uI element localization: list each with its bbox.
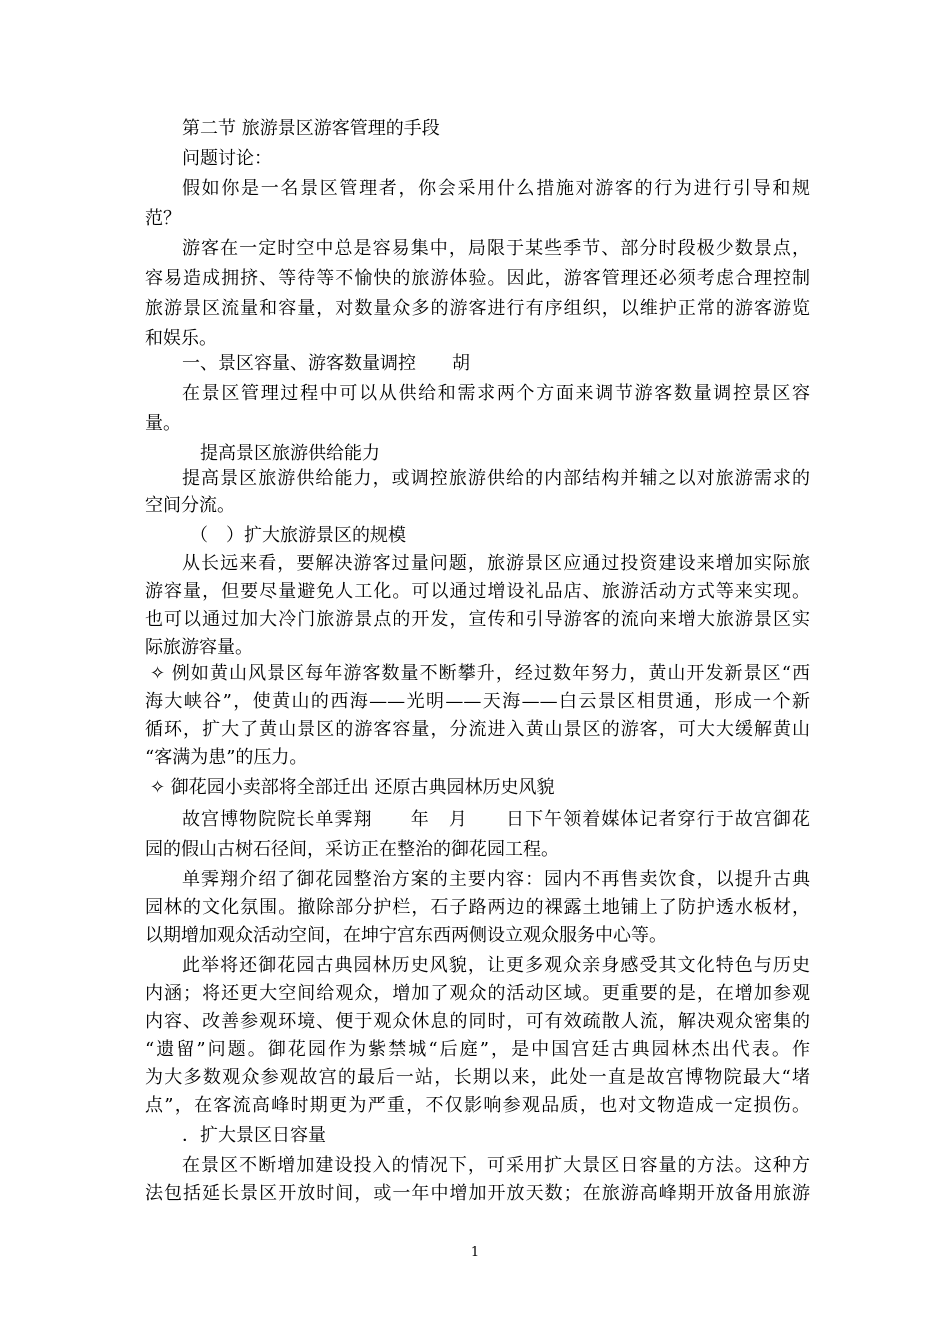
text-line: 旅游景区流量和容量，对数量众多的游客进行有序组织，以维护正常的游客游览 <box>145 298 810 319</box>
text-line: 以期增加观众活动空间，在坤宁宫东西两侧设立观众服务中心等。 <box>145 925 667 946</box>
bullet-item: ✧ 御花园小卖部将全部迁出 还原古典园林历史风貌 <box>150 777 555 798</box>
text-line: 问题讨论： <box>182 148 272 169</box>
text-line: 园林的文化氛围。撤除部分护栏，石子路两边的裸露土地铺上了防护透水板材， <box>145 897 810 918</box>
text-line: “客满为患”的压力。 <box>145 747 308 768</box>
text-line: 在景区管理过程中可以从供给和需求两个方面来调节游客数量调控景区容 <box>182 383 810 404</box>
text-line: 为大多数观众参观故宫的最后一站，长期以来，此处一直是故宫博物院最大“堵 <box>145 1067 810 1088</box>
text-line: 此举将还御花园古典园林历史风貌，让更多观众亲身感受其文化特色与历史 <box>182 955 810 976</box>
subheading: ．扩大景区日容量 <box>182 1125 326 1146</box>
subheading: 提高景区旅游供给能力 <box>200 443 380 464</box>
subheading: 一、景区容量、游客数量调控 胡 <box>182 353 470 374</box>
text-line: 海大峡谷”，使黄山的西海——光明——天海——白云景区相贯通，形成一个新 <box>145 691 810 712</box>
text-line: 容易造成拥挤、等待等不愉快的旅游体验。因此，游客管理还必须考虑合理控制 <box>145 268 810 289</box>
text-line: 法包括延长景区开放时间，或一年中增加开放天数；在旅游高峰期开放备用旅游 <box>145 1183 810 1204</box>
text-line: 在景区不断增加建设投入的情况下，可采用扩大景区日容量的方法。这种方 <box>182 1155 810 1176</box>
text-line: 也可以通过加大冷门旅游景点的开发，宣传和引导游客的流向来增大旅游景区实 <box>145 609 810 630</box>
text-line: 提高景区旅游供给能力，或调控旅游供给的内部结构并辅之以对旅游需求的 <box>182 468 810 489</box>
text-line: 循环，扩大了黄山景区的游客容量，分流进入黄山景区的游客，可大大缓解黄山 <box>145 719 810 740</box>
page-number: 1 <box>470 1245 480 1260</box>
subheading: （ ）扩大旅游景区的规模 <box>190 525 406 546</box>
text-line: 故宫博物院院长单霁翔 年 月 日下午领着媒体记者穿行于故宫御花 <box>182 809 810 830</box>
text-line: 际旅游容量。 <box>145 637 253 658</box>
text-line: 游客在一定时空中总是容易集中，局限于某些季节、部分时段极少数景点， <box>182 238 810 259</box>
text-line: 点”，在客流高峰时期更为严重，不仅影响参观品质，也对文物造成一定损伤。 <box>145 1095 810 1116</box>
bullet-item: ✧ 例如黄山风景区每年游客数量不断攀升，经过数年努力，黄山开发新景区“西 <box>150 663 810 684</box>
text-line: 空间分流。 <box>145 495 235 516</box>
text-line: 园的假山古树石径间，采访正在整治的御花园工程。 <box>145 839 559 860</box>
section-heading: 第二节 旅游景区游客管理的手段 <box>182 118 440 139</box>
text-line: 范？ <box>145 208 181 229</box>
text-line: 量。 <box>145 413 181 434</box>
text-line: 假如你是一名景区管理者，你会采用什么措施对游客的行为进行引导和规 <box>182 178 810 199</box>
text-line: “遗留”问题。御花园作为紫禁城“后庭”，是中国宫廷古典园林杰出代表。作 <box>145 1039 810 1060</box>
text-line: 单霁翔介绍了御花园整治方案的主要内容：园内不再售卖饮食，以提升古典 <box>182 869 810 890</box>
text-line: 和娱乐。 <box>145 328 217 349</box>
text-line: 内容、改善参观环境、便于观众休息的同时，可有效疏散人流，解决观众密集的 <box>145 1011 810 1032</box>
text-line: 内涵；将还更大空间给观众，增加了观众的活动区域。更重要的是，在增加参观 <box>145 983 810 1004</box>
text-line: 从长远来看，要解决游客过量问题，旅游景区应通过投资建设来增加实际旅 <box>182 553 810 574</box>
text-line: 游容量，但要尽量避免人工化。可以通过增设礼品店、旅游活动方式等来实现。 <box>145 581 810 602</box>
